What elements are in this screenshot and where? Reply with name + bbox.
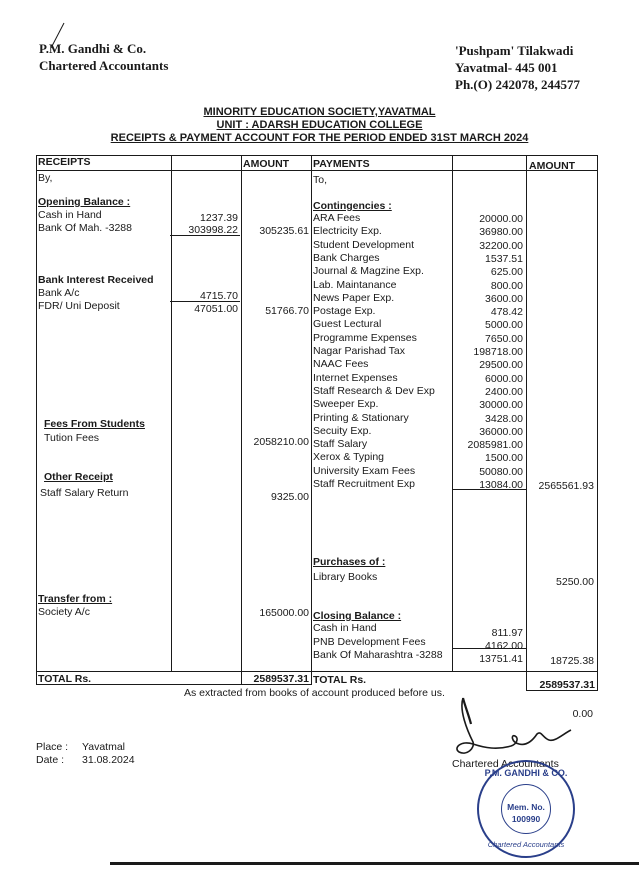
salary-return-total: 9325.00 — [271, 491, 309, 503]
contingency-item-label: Journal & Magzine Exp. — [313, 265, 424, 277]
contingency-item-value: 1537.51 — [485, 253, 523, 265]
contingency-item-value: 50080.00 — [479, 466, 523, 478]
library-books-label: Library Books — [313, 571, 378, 583]
contingency-item-value: 20000.00 — [479, 213, 523, 225]
date-value: 31.08.2024 — [82, 754, 135, 766]
closing-balance-total: 18725.38 — [550, 655, 594, 667]
total-value-left: 2589537.31 — [253, 673, 309, 685]
tution-fees-label: Tution Fees — [44, 432, 100, 444]
date-label: Date : — [36, 754, 65, 766]
bank-ac-label: Bank A/c — [38, 287, 80, 299]
fdr-value: 47051.00 — [194, 303, 238, 315]
society-ac-total: 165000.00 — [259, 607, 309, 619]
address-line-2: Yavatmal- 445 001 — [455, 60, 558, 75]
fees-title: Fees From Students — [44, 418, 145, 430]
bom-label: Bank Of Mah. -3288 — [38, 222, 132, 234]
firm-name: P.M. Gandhi & Co. — [39, 41, 147, 56]
contingency-item-value: 36000.00 — [479, 426, 523, 438]
tution-fees-total: 2058210.00 — [253, 436, 309, 448]
contingency-item-value: 198718.00 — [473, 346, 523, 358]
contingency-item-value: 29500.00 — [479, 359, 523, 371]
contingency-item-label: Staff Salary — [313, 438, 368, 450]
amount-header-left: AMOUNT — [243, 158, 290, 170]
contingency-item-value: 7650.00 — [485, 333, 523, 345]
seal-firm-text: P.M. GANDHI & CO. — [484, 768, 568, 778]
contingency-item-label: Internet Expenses — [313, 372, 398, 384]
bank-interest-title: Bank Interest Received — [38, 274, 154, 286]
contingency-item-value: 478.42 — [490, 306, 523, 318]
contingency-item-label: University Exam Fees — [313, 465, 416, 477]
society-ac-label: Society A/c — [38, 606, 90, 618]
contingency-item-value: 32200.00 — [479, 240, 523, 252]
contingency-item-value: 3600.00 — [485, 293, 523, 305]
contingency-item-value: 2400.00 — [485, 386, 523, 398]
contingency-item-label: Postage Exp. — [313, 305, 376, 317]
contingency-item-label: Sweeper Exp. — [313, 398, 379, 410]
contingency-item-label: Staff Recruitment Exp — [313, 478, 415, 490]
seal-mem-label: Mem. No. — [507, 802, 545, 812]
opening-balance-total: 305235.61 — [259, 225, 309, 237]
library-books-total: 5250.00 — [556, 576, 594, 588]
contingency-item-value: 800.00 — [490, 280, 523, 292]
contingency-item-label: Bank Charges — [313, 252, 380, 264]
other-receipt-title: Other Receipt — [44, 471, 113, 483]
account-title: RECEIPTS & PAYMENT ACCOUNT FOR THE PERIOD ENDED 31ST MARCH 2024 — [110, 132, 529, 144]
contingency-item-label: Guest Lectural — [313, 318, 382, 330]
contingency-item-value: 13084.00 — [479, 479, 523, 491]
contingency-item-value: 5000.00 — [485, 319, 523, 331]
opening-balance-title: Opening Balance : — [38, 196, 131, 208]
contingency-item-value: 1500.00 — [485, 452, 523, 464]
salary-return-label: Staff Salary Return — [40, 487, 129, 499]
contingency-item-label: Lab. Maintanance — [313, 279, 397, 291]
contingency-item-value: 30000.00 — [479, 399, 523, 411]
total-label-right: TOTAL Rs. — [313, 674, 367, 686]
society-heading: MINORITY EDUCATION SOCIETY,YAVATMAL — [203, 106, 436, 118]
contingency-item-label: News Paper Exp. — [313, 292, 395, 304]
contingency-item-label: ARA Fees — [313, 212, 361, 224]
seal-mem-number: 100990 — [511, 814, 541, 824]
bom-closing-value: 13751.41 — [479, 653, 523, 665]
contingencies-total: 2565561.93 — [538, 480, 594, 492]
address-line-3: Ph.(O) 242078, 244577 — [455, 77, 580, 92]
cash-in-hand-label: Cash in Hand — [38, 209, 102, 221]
receipts-header: RECEIPTS — [38, 156, 91, 168]
purchases-title: Purchases of : — [313, 556, 386, 568]
total-value-right: 2589537.31 — [539, 679, 595, 691]
to-label: To, — [313, 174, 328, 186]
contingency-item-value: 36980.00 — [479, 226, 523, 238]
contingency-item-label: Electricity Exp. — [313, 225, 382, 237]
amount-header-right: AMOUNT — [529, 160, 576, 172]
closing-balance-title: Closing Balance : — [313, 610, 402, 622]
firm-subtitle: Chartered Accountants — [39, 58, 169, 73]
contingency-item-label: Student Development — [313, 239, 414, 251]
contingency-item-value: 6000.00 — [485, 373, 523, 385]
cash-in-hand-value: 1237.39 — [200, 212, 238, 224]
contingency-item-label: Secuity Exp. — [313, 425, 372, 437]
contingency-item-value: 3428.00 — [485, 413, 523, 425]
place-label: Place : — [36, 741, 69, 753]
closing-cash-label: Cash in Hand — [313, 622, 377, 634]
transfer-title: Transfer from : — [38, 593, 113, 605]
contingency-item-label: NAAC Fees — [313, 358, 369, 370]
total-label-left: TOTAL Rs. — [38, 673, 92, 685]
extracted-note: As extracted from books of account produced before us. — [184, 687, 445, 699]
contingency-item-label: Programme Expenses — [313, 332, 417, 344]
closing-cash-value: 811.97 — [491, 627, 523, 639]
bank-interest-total: 51766.70 — [265, 305, 309, 317]
seal-bottom-text: Chartered Accountants — [487, 840, 565, 849]
address-line-1: 'Pushpam' Tilakwadi — [455, 43, 574, 58]
bom-value: 303998.22 — [188, 224, 238, 236]
contingency-item-label: Nagar Parishad Tax — [313, 345, 406, 357]
bottom-edge-line — [110, 862, 639, 865]
fdr-label: FDR/ Uni Deposit — [38, 300, 120, 312]
difference-value: 0.00 — [572, 708, 593, 720]
contingency-item-value: 625.00 — [490, 266, 523, 278]
contingency-item-label: Staff Research & Dev Exp — [313, 385, 435, 397]
unit-heading: UNIT : ADARSH EDUCATION COLLEGE — [216, 119, 423, 131]
pnb-label: PNB Development Fees — [313, 636, 426, 648]
firm-seal — [477, 760, 575, 858]
bom-closing-label: Bank Of Maharashtra -3288 — [313, 649, 443, 661]
contingency-item-value: 2085981.00 — [467, 439, 523, 451]
payments-header: PAYMENTS — [313, 158, 370, 170]
signatory-label: Chartered Accountants — [452, 758, 559, 770]
contingencies-title: Contingencies : — [313, 200, 392, 212]
contingency-item-label: Printing & Stationary — [313, 412, 409, 424]
contingency-item-label: Xerox & Typing — [313, 451, 385, 463]
by-label: By, — [38, 172, 53, 184]
pnb-value: 4162.00 — [485, 640, 523, 652]
bank-ac-value: 4715.70 — [200, 290, 238, 302]
place-value: Yavatmal — [82, 741, 125, 753]
